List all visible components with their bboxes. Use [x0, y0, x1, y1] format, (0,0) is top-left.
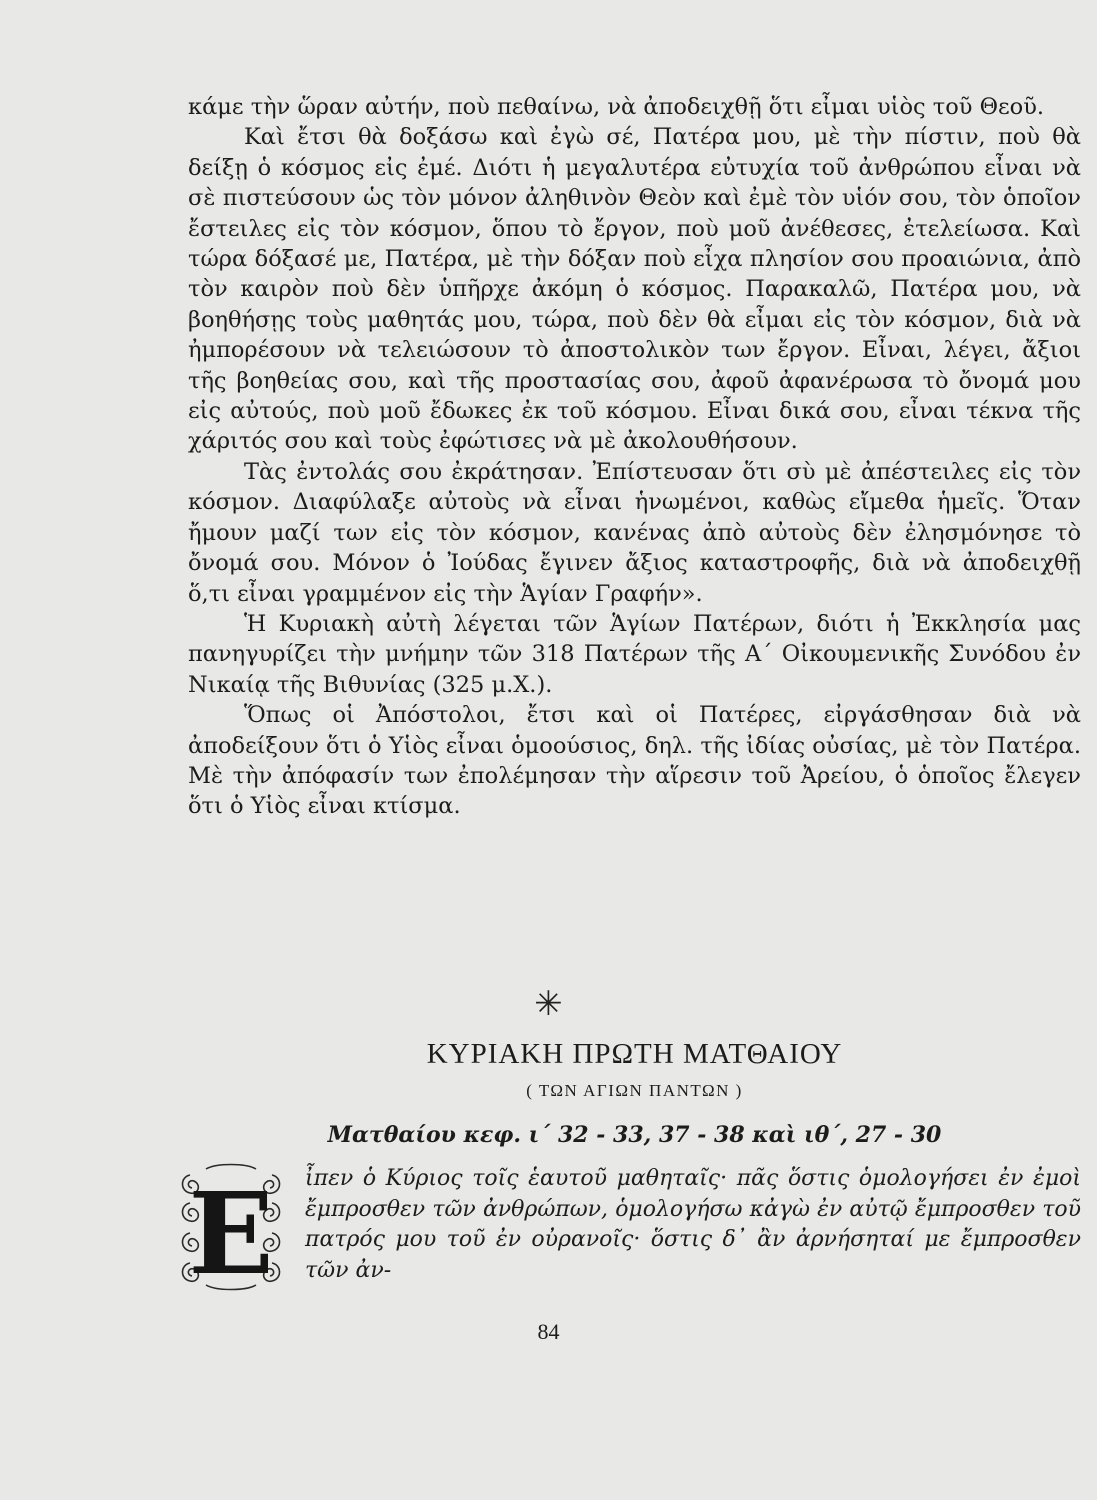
body-text — [188, 92, 1081, 822]
page-number: 84 — [537, 1319, 560, 1344]
gospel-reading — [305, 1164, 1081, 1286]
paragraph: κάμε τὴν ὥραν αὐτήν, ποὺ πεθαίνω, νὰ ἀποδειχθῇ ὅτι εἶμαι υἱὸς τοῦ Θεοῦ. — [188, 94, 1045, 120]
paragraph: Ὅπως οἱ Ἀπόστολοι, ἔτσι καὶ οἱ Πατέρες, εἰργάσθησαν διὰ νὰ ἀποδείξουν ὅτι ὁ Υἱὸς εἶναι ὁμοούσιος, δηλ. τῆς ἰδίας οὐσίας, μὲ τὸν Πατέρα. Μὲ τὴν ἀπόφασίν των ἐπολέμησαν τὴν αἵρεσιν τοῦ Ἀρείου, ὁ ὁποῖος ἔλεγεν ὅτι ὁ Υἱὸς εἶναι κτίσμα. — [188, 702, 1081, 820]
initial-letter: Ε — [188, 1169, 274, 1291]
section-title: ΚΥΡΙΑΚΗ ΠΡΩΤΗ ΜΑΤΘΑΙΟΥ — [426, 1038, 843, 1070]
section-separator-icon: ✳ — [534, 984, 563, 1024]
paragraph: Καὶ ἔτσι θὰ δοξάσω καὶ ἐγὼ σέ, Πατέρα μου, μὲ τὴν πίστιν, ποὺ θὰ δείξῃ ὁ κόσμος εἰς ἐμέ. Διότι ἡ μεγαλυτέρα εὐτυχία τοῦ ἀνθρώπου εἶναι νὰ σὲ πιστεύσουν ὡς τὸν μόνον ἀληθινὸν Θεὸν καὶ ἐμὲ τὸν υἱόν σου, τὸν ὁποῖον ἔστειλες εἰς τὸν κόσμον, ὅπου τὸ ἔργον, ποὺ μοῦ ἀνέθεσες, ἐτελείωσα. Καὶ τώρα δόξασέ με, Πατέρα, μὲ τὴν δόξαν ποὺ εἶχα πλησίον σου προαιώνια, ἀπὸ τὸν καιρὸν ποὺ δὲν ὑπῆρχε ἀκόμη ὁ κόσμος. Παρακαλῶ, Πατέρα μου, νὰ βοηθήσῃς τοὺς μαθητάς μου, τώρα, ποὺ δὲν θὰ εἶμαι εἰς τὸν κόσμον, διὰ νὰ ἠμπορέσουν νὰ τελειώσουν τὸ ἀποστολικὸν των ἔργον. Εἶναι, λέγει, ἄξιοι τῆς βοηθείας σου, καὶ τῆς προστασίας σου, ἀφοῦ ἀφανέρωσα τὸ ὄνομά μου εἰς αὐτούς, ποὺ μοῦ ἔδωκες ἐκ τοῦ κόσμου. Εἶναι δικά σου, εἶναι τέκνα τῆς χάριτός σου καὶ τοὺς ἐφώτισες νὰ μὲ ἀκολουθήσουν. — [188, 124, 1081, 455]
scripture-reference: Ματθαίου κεφ. ι΄ 32 - 33, 37 - 38 καὶ ιθ΄, 27 - 30 — [327, 1122, 942, 1148]
paragraph: Τὰς ἐντολάς σου ἐκράτησαν. Ἐπίστευσαν ὅτι σὺ μὲ ἀπέστειλες εἰς τὸν κόσμον. Διαφύλαξε αὐτοὺς νὰ εἶναι ἡνωμένοι, καθὼς εἴμεθα ἡμεῖς. Ὅταν ἤμουν μαζί των εἰς τὸν κόσμον, κανένας ἀπὸ αὐτοὺς δὲν ἐλησμόνησε τὸ ὄνομά σου. Μόνον ὁ Ἰούδας ἔγινεν ἄξιος καταστροφῆς, διὰ νὰ ἀποδειχθῇ ὅ,τι εἶναι γραμμένον εἰς τὴν Ἁγίαν Γραφήν». — [188, 458, 1081, 607]
paragraph: Ἡ Κυριακὴ αὐτὴ λέγεται τῶν Ἁγίων Πατέρων, διότι ἡ Ἐκκλησία μας πανηγυρίζει τὴν μνήμην τῶν 318 Πατέρων τῆς Α΄ Οἰκουμενικῆς Συνόδου ἐν Νικαίᾳ τῆς Βιθυνίας (325 μ.Χ.). — [188, 610, 1081, 698]
section-subtitle: ( ΤΩΝ ΑΓΙΩΝ ΠΑΝΤΩΝ ) — [526, 1081, 743, 1100]
gospel-text: ἶπεν ὁ Κύριος τοῖς ἑαυτοῦ μαθηταῖς· πᾶς ὅστις ὁμολογήσει ἐν ἐμοὶ ἔμπροσθεν τῶν ἀνθρώπων, ὁμολογήσω κἀγὼ ἐν αὐτῷ ἔμπροσθεν τοῦ πατρός μου τοῦ ἐν οὐρανοῖς· ὅστις δ᾽ ἂν ἀρνήσηταί με ἔμπροσθεν τῶν ἀν- — [305, 1166, 1081, 1283]
ornamental-initial-icon — [176, 1163, 286, 1291]
